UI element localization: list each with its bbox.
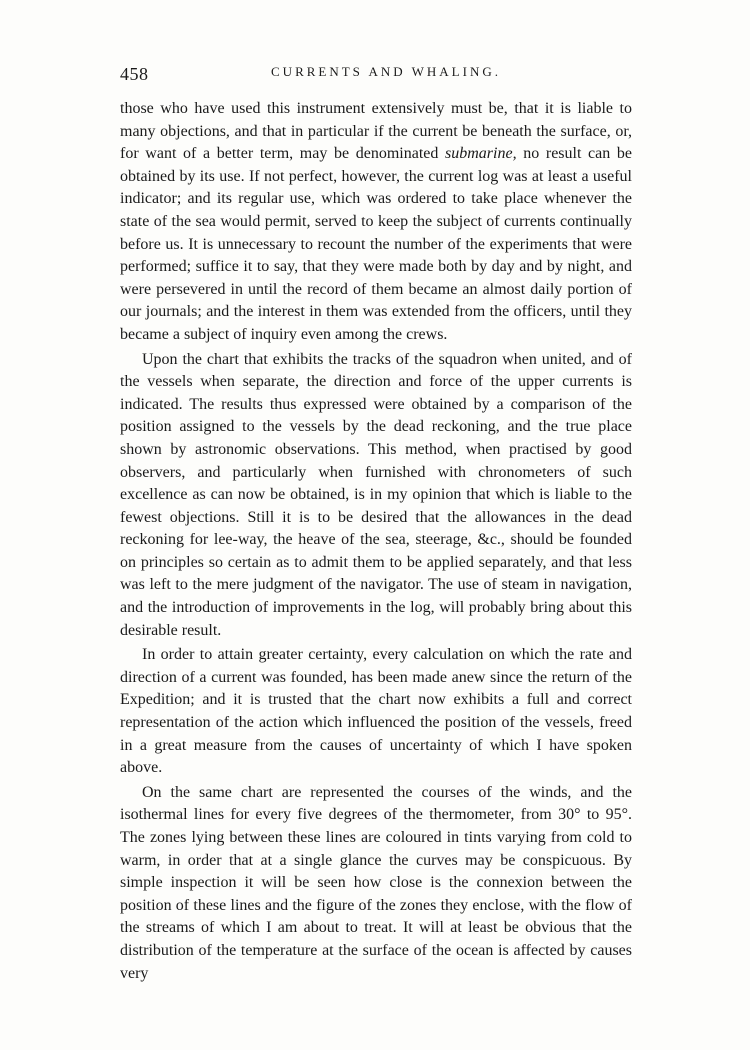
paragraph-1-text-a: those who have used this instrument extensively must be, that it is liable to many objections, and that in particular if the current be beneath the surface, or, for want of a better term, may be denominated [120, 100, 632, 163]
page-header [120, 60, 632, 90]
running-head: CURRENTS AND WHALING. [271, 64, 501, 79]
page-number: 458 [120, 64, 149, 84]
italic-term: submarine, [445, 145, 517, 163]
paragraph-4: On the same chart are represented the courses of the winds, and the isothermal lines for every five degrees of the thermometer, from 30° to 95°. The zones lying between these lines are coloured in tints varying from cold to warm, in order that at a single glance the curves may be conspicuous. By simple inspection it will be seen how close is the connexion between the position of these lines and the figure of the zones they enclose, with the flow of the streams of which I am about to treat. It will at least be obvious that the distribution of the temperature at the surface of the ocean is affected by causes very [120, 783, 632, 982]
paragraph-3: In order to attain greater certainty, every calculation on which the rate and direction of a current was founded, has been made anew since the return of the Expedition; and it is trusted that the chart now exhibits a full and correct representation of the action which influenced the position of the vessels, freed in a great measure from the causes of uncertainty of which I have spoken above. [120, 646, 632, 777]
paragraph-1-text-b: no result can be obtained by its use. If not perfect, however, the current log was at least a useful indicator; and its regular use, which was ordered to take place whenever the state of the sea would permit, served to keep the subject of currents continually before us. It is unnecessary to recount the number of the experiments that were performed; suffice it to say, that they were made both by day and by night, and were persevered in until the record of them became an almost daily portion of our journals; and the interest in them was extended from the officers, until they became a subject of inquiry even among the crews. [120, 145, 633, 343]
paragraph-2: Upon the chart that exhibits the tracks of the squadron when united, and of the vessels when separate, the direction and force of the upper currents is indicated. The results thus expressed were obtained by a comparison of the position assigned to the vessels by the dead reckoning, and the true place shown by astronomic observations. This method, when practised by good observers, and particularly when furnished with chronometers of such excellence as can now be obtained, is in my opinion that which is liable to the fewest objections. Still it is to be desired that the allowances in the dead reckoning for lee-way, the heave of the sea, steerage, &c., should be founded on principles so certain as to admit them to be applied separately, and that less was left to the mere judgment of the navigator. The use of steam in navigation, and the introduction of improvements in the log, will probably bring about this desirable result. [120, 350, 632, 639]
body-text [120, 98, 632, 985]
paragraph-1 [120, 98, 632, 347]
